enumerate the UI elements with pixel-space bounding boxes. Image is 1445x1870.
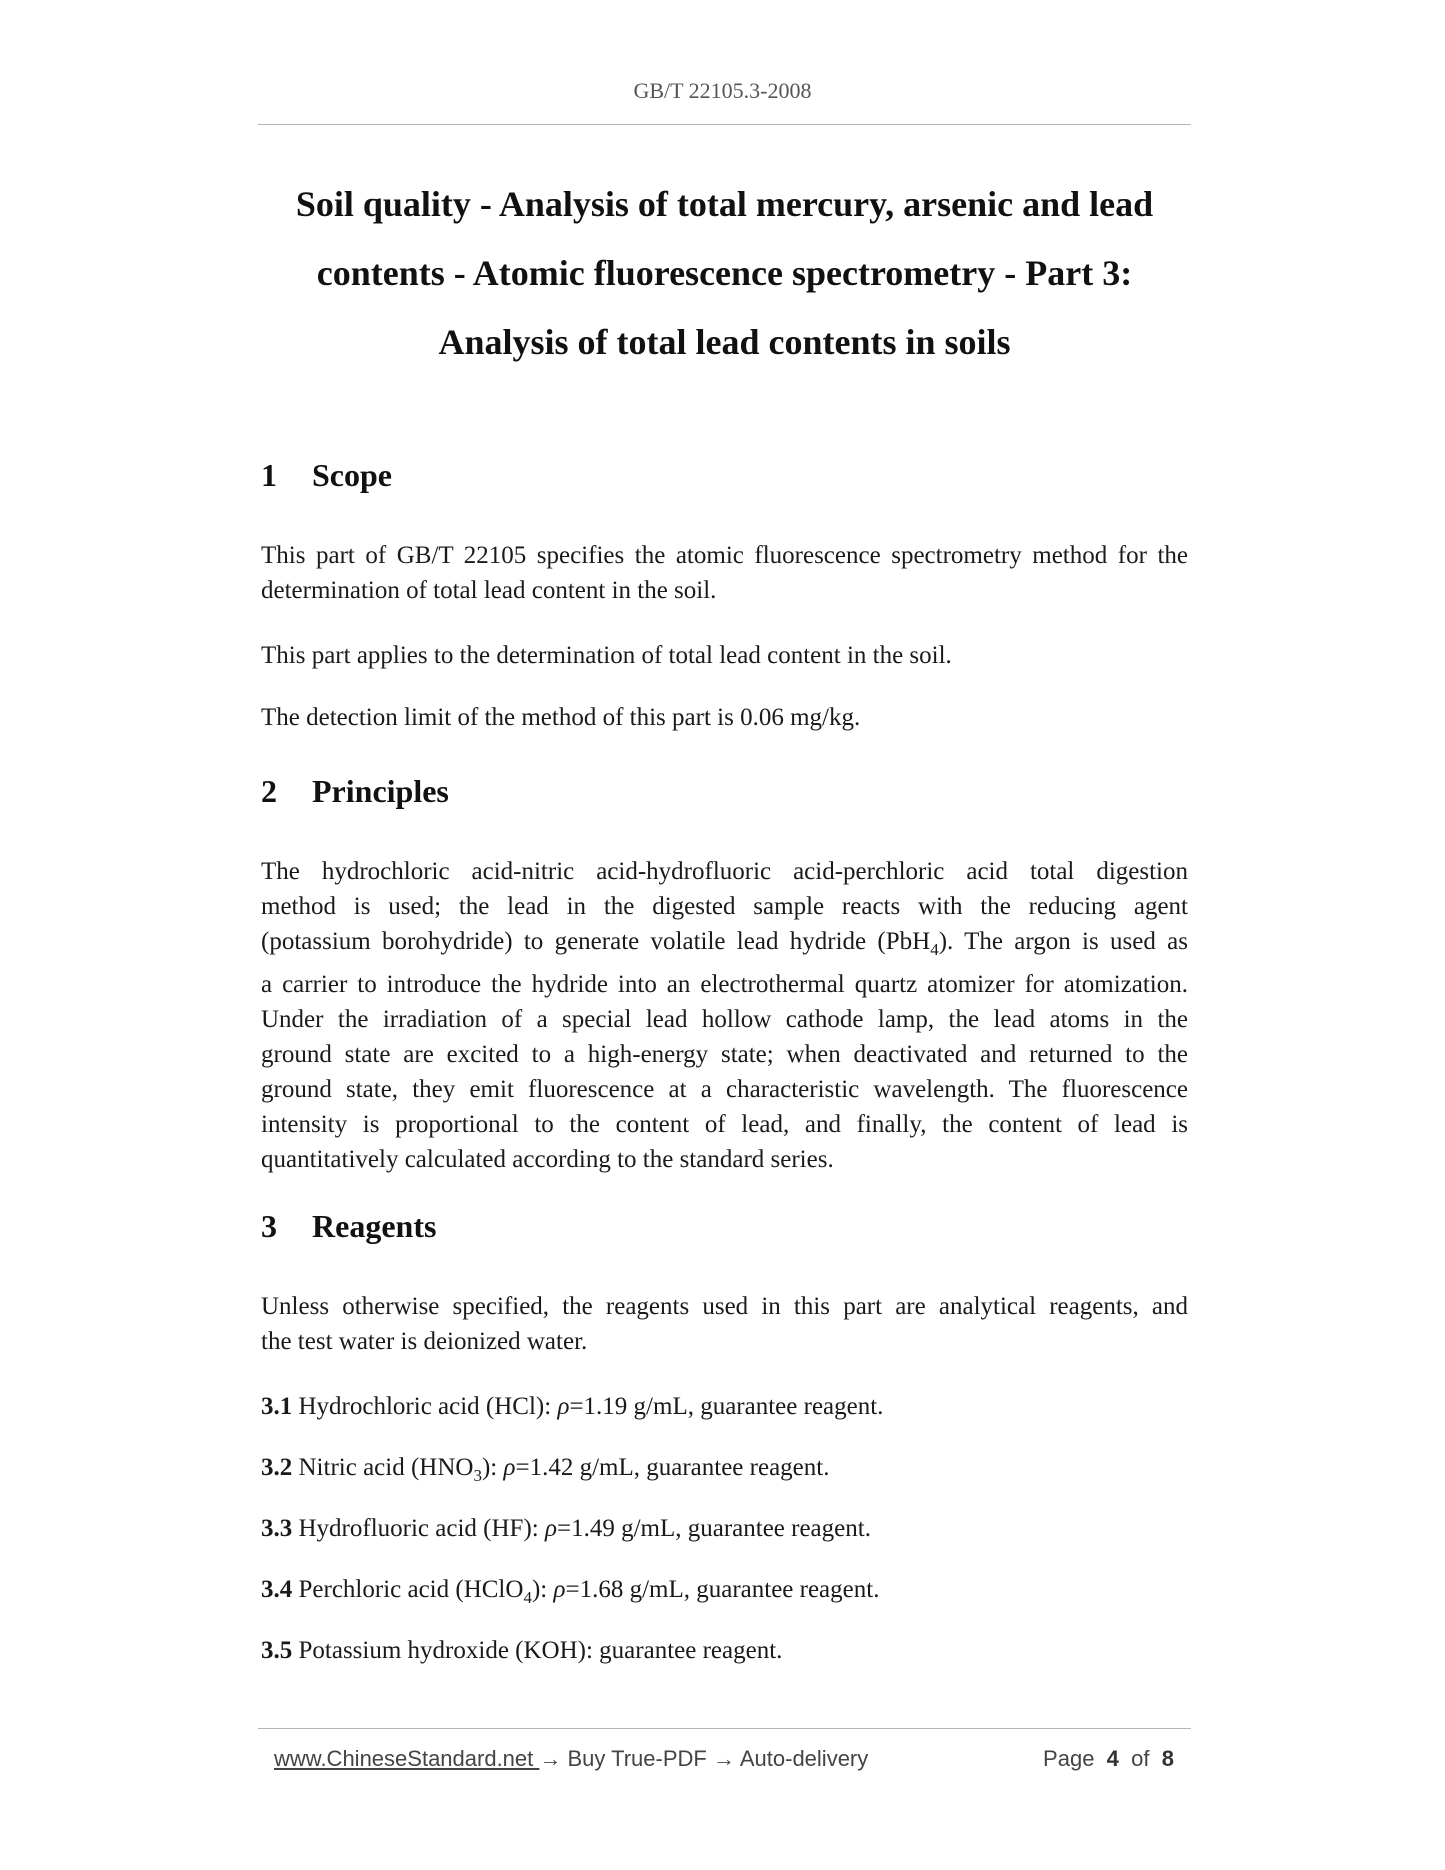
reagents-intro — [261, 1289, 1188, 1359]
title-line-1: Soil quality - Analysis of total mercury, arsenic and lead — [295, 184, 1154, 224]
text-segment: Perchloric acid (HClO — [292, 1576, 524, 1603]
text-segment: ). The argon is used as — [938, 928, 1188, 955]
item-number: 3.5 — [261, 1637, 293, 1664]
footer-rule — [258, 1728, 1191, 1729]
text-line: a carrier to introduce the hydride into an electrothermal quartz atomizer for atomization. — [261, 971, 1188, 998]
scope-paragraph-3: The detection limit of the method of this part is 0.06 mg/kg. — [261, 704, 861, 731]
subscript: 4 — [523, 1588, 532, 1607]
text-line: intensity is proportional to the content of lead, and finally, the content of lead is — [261, 1111, 1188, 1138]
page-footer — [274, 1746, 1174, 1772]
section-number: 1 — [261, 457, 277, 493]
section-heading-reagents — [261, 1208, 436, 1245]
rho-symbol: ρ — [553, 1576, 566, 1603]
rho-symbol: ρ — [503, 1454, 516, 1481]
page-indicator — [1043, 1746, 1174, 1772]
auto-delivery-text: Auto-delivery — [734, 1746, 869, 1771]
section-number: 3 — [261, 1208, 277, 1244]
text-line: determination of total lead content in the soil. — [261, 577, 717, 604]
reagent-item — [261, 1633, 1188, 1668]
text-line: quantitatively calculated according to the standard series. — [261, 1146, 834, 1173]
text-segment: Hydrofluoric acid (HF): — [292, 1515, 545, 1542]
reagent-item — [261, 1511, 1188, 1546]
text-line: Under the irradiation of a special lead hollow cathode lamp, the lead atoms in the — [261, 1006, 1188, 1033]
section-title: Principles — [312, 773, 449, 809]
of-label: of — [1131, 1746, 1150, 1771]
text-segment: ): — [531, 1576, 554, 1603]
document-header: GB/T 22105.3-2008 — [633, 78, 812, 103]
subscript: 4 — [930, 940, 939, 959]
text-segment: Hydrochloric acid (HCl): — [292, 1393, 558, 1420]
page-current: 4 — [1106, 1746, 1119, 1771]
text-segment: =1.68 g/mL, guarantee reagent. — [565, 1576, 880, 1603]
text-segment: (potassium borohydride) to generate volatile lead hydride (PbH — [261, 928, 931, 955]
text-line: This part of GB/T 22105 specifies the atomic fluorescence spectrometry method for the — [261, 542, 1188, 569]
arrow-icon: → — [539, 1746, 562, 1771]
rho-symbol: ρ — [557, 1393, 570, 1420]
document-title — [258, 170, 1191, 377]
scope-paragraph-1 — [261, 538, 1188, 608]
page-label: Page — [1043, 1746, 1095, 1771]
text-line: Unless otherwise specified, the reagents used in this part are analytical reagents, and — [261, 1293, 1188, 1320]
text-line: the test water is deionized water. — [261, 1328, 588, 1355]
reagent-item — [261, 1389, 1188, 1424]
text-segment: Nitric acid (HNO — [292, 1454, 474, 1481]
text-segment: =1.42 g/mL, guarantee reagent. — [515, 1454, 830, 1481]
section-heading-scope — [261, 457, 392, 494]
section-title: Scope — [312, 457, 392, 493]
reagent-item — [261, 1572, 1188, 1615]
text-line: The hydrochloric acid-nitric acid-hydrofluoric acid-perchloric acid total digestion — [261, 858, 1188, 885]
text-segment: =1.19 g/mL, guarantee reagent. — [569, 1393, 884, 1420]
arrow-icon: → — [712, 1746, 735, 1771]
item-number: 3.3 — [261, 1515, 293, 1542]
text-segment: Potassium hydroxide (KOH): guarantee reagent. — [292, 1637, 783, 1664]
text-line: method is used; the lead in the digested sample reacts with the reducing agent — [261, 893, 1188, 920]
page-total: 8 — [1161, 1746, 1174, 1771]
item-number: 3.2 — [261, 1454, 293, 1481]
text-line: ground state, they emit fluorescence at a characteristic wavelength. The fluorescence — [261, 1076, 1188, 1103]
section-heading-principles — [261, 773, 449, 810]
buy-link-text: Buy True-PDF — [561, 1746, 713, 1771]
title-line-3: Analysis of total lead contents in soils — [438, 322, 1011, 362]
section-title: Reagents — [312, 1208, 437, 1244]
text-line: ground state are excited to a high-energy state; when deactivated and returned to the — [261, 1041, 1188, 1068]
reagent-item — [261, 1450, 1188, 1493]
item-number: 3.4 — [261, 1576, 293, 1603]
website-link[interactable]: www.ChineseStandard.net — [274, 1746, 540, 1771]
text-segment: ): — [481, 1454, 504, 1481]
scope-paragraph-2: This part applies to the determination of total lead content in the soil. — [261, 642, 952, 669]
text-segment: =1.49 g/mL, guarantee reagent. — [556, 1515, 871, 1542]
item-number: 3.1 — [261, 1393, 293, 1420]
principles-paragraph — [261, 854, 1188, 1177]
text-line — [261, 924, 1188, 967]
rho-symbol: ρ — [544, 1515, 557, 1542]
header-rule — [258, 124, 1191, 125]
title-line-2: contents - Atomic fluorescence spectrometry - Part 3: — [316, 253, 1133, 293]
subscript: 3 — [473, 1466, 482, 1485]
section-number: 2 — [261, 773, 277, 809]
